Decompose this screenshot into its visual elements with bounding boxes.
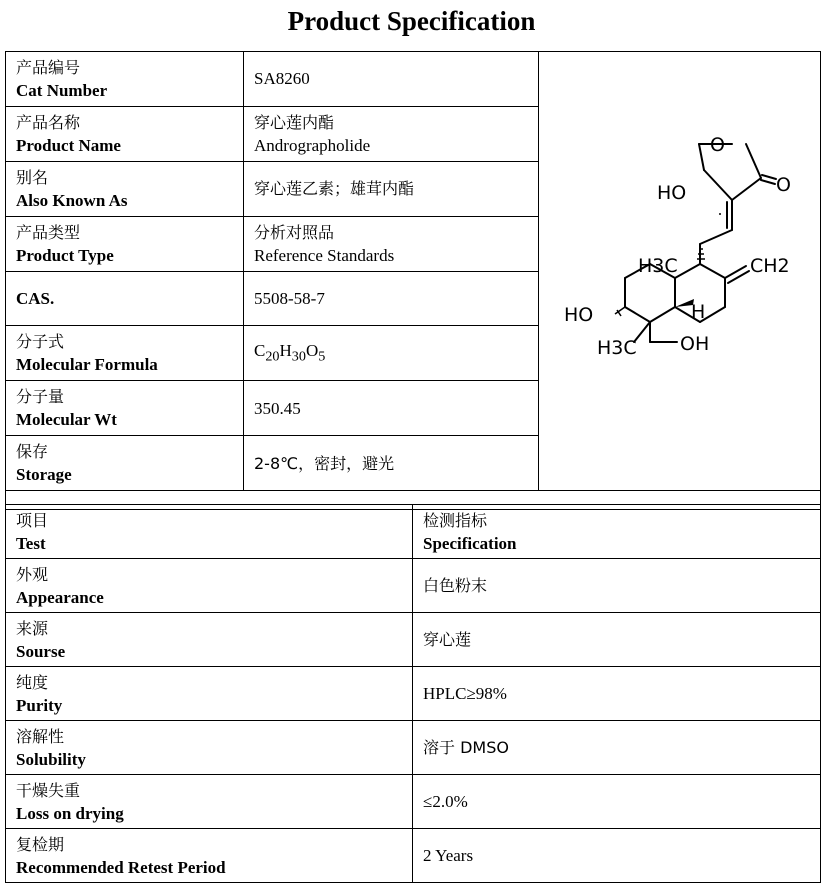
test-row-label: 复检期 Recommended Retest Period (6, 829, 413, 883)
cas-label: CAS. (6, 271, 244, 326)
test-row-label: 溶解性 Solubility (6, 721, 413, 775)
ch2-label: CH2 (750, 255, 790, 277)
test-header: 项目 Test (6, 505, 413, 559)
product-name-label: 产品名称 Product Name (6, 106, 244, 161)
aka-value: 穿心莲乙素；雄茸内酯 (244, 161, 539, 216)
product-name-value: 穿心莲内酯 Andrographolide (244, 106, 539, 161)
mw-label: 分子量 Molecular Wt (6, 381, 244, 436)
storage-label: 保存 Storage (6, 436, 244, 491)
test-row-value: 白色粉末 (413, 559, 821, 613)
product-type-value: 分析对照品 Reference Standards (244, 216, 539, 271)
aka-label: 别名 Also Known As (6, 161, 244, 216)
methyl-top-label: H3C (638, 255, 678, 277)
formula-label: 分子式 Molecular Formula (6, 326, 244, 381)
test-row-value: 2 Years (413, 829, 821, 883)
document-title: Product Specification (287, 6, 536, 36)
methyl-bottom-label: H3C (597, 337, 637, 359)
test-row-value: 穿心莲 (413, 613, 821, 667)
cas-value: 5508-58-7 (244, 271, 539, 326)
product-type-label: 产品类型 Product Type (6, 216, 244, 271)
andrographolide-structure-image (539, 52, 821, 484)
test-row-value: HPLC≥98% (413, 667, 821, 721)
product-info-table (5, 51, 821, 510)
ho-top-label: HO (657, 182, 687, 204)
spec-header: 检测指标 Specification (413, 505, 821, 559)
oh-label: OH (680, 333, 710, 355)
cat-number-value: SA8260 (244, 52, 539, 107)
mw-value: 350.45 (244, 381, 539, 436)
ho-left-label: HO (564, 304, 594, 326)
test-row-value: ≤2.0% (413, 775, 821, 829)
carbonyl-oxygen-label: O (776, 174, 791, 196)
cat-number-label: 产品编号 Cat Number (6, 52, 244, 107)
storage-value: 2-8℃，密封，避光 (244, 436, 539, 491)
test-row-label: 来源 Sourse (6, 613, 413, 667)
formula-value: $C_{20}H_{30}O_5$ (244, 326, 539, 381)
hydrogen-label: H (691, 301, 706, 323)
test-row-label: 外观 Appearance (6, 559, 413, 613)
specification-table (5, 504, 821, 883)
test-row-label: 干燥失重 Loss on drying (6, 775, 413, 829)
test-row-value: 溶于 DMSO (413, 721, 821, 775)
chemical-structure (539, 52, 821, 491)
test-row-label: 纯度 Purity (6, 667, 413, 721)
ring-oxygen-label: O (710, 134, 725, 156)
